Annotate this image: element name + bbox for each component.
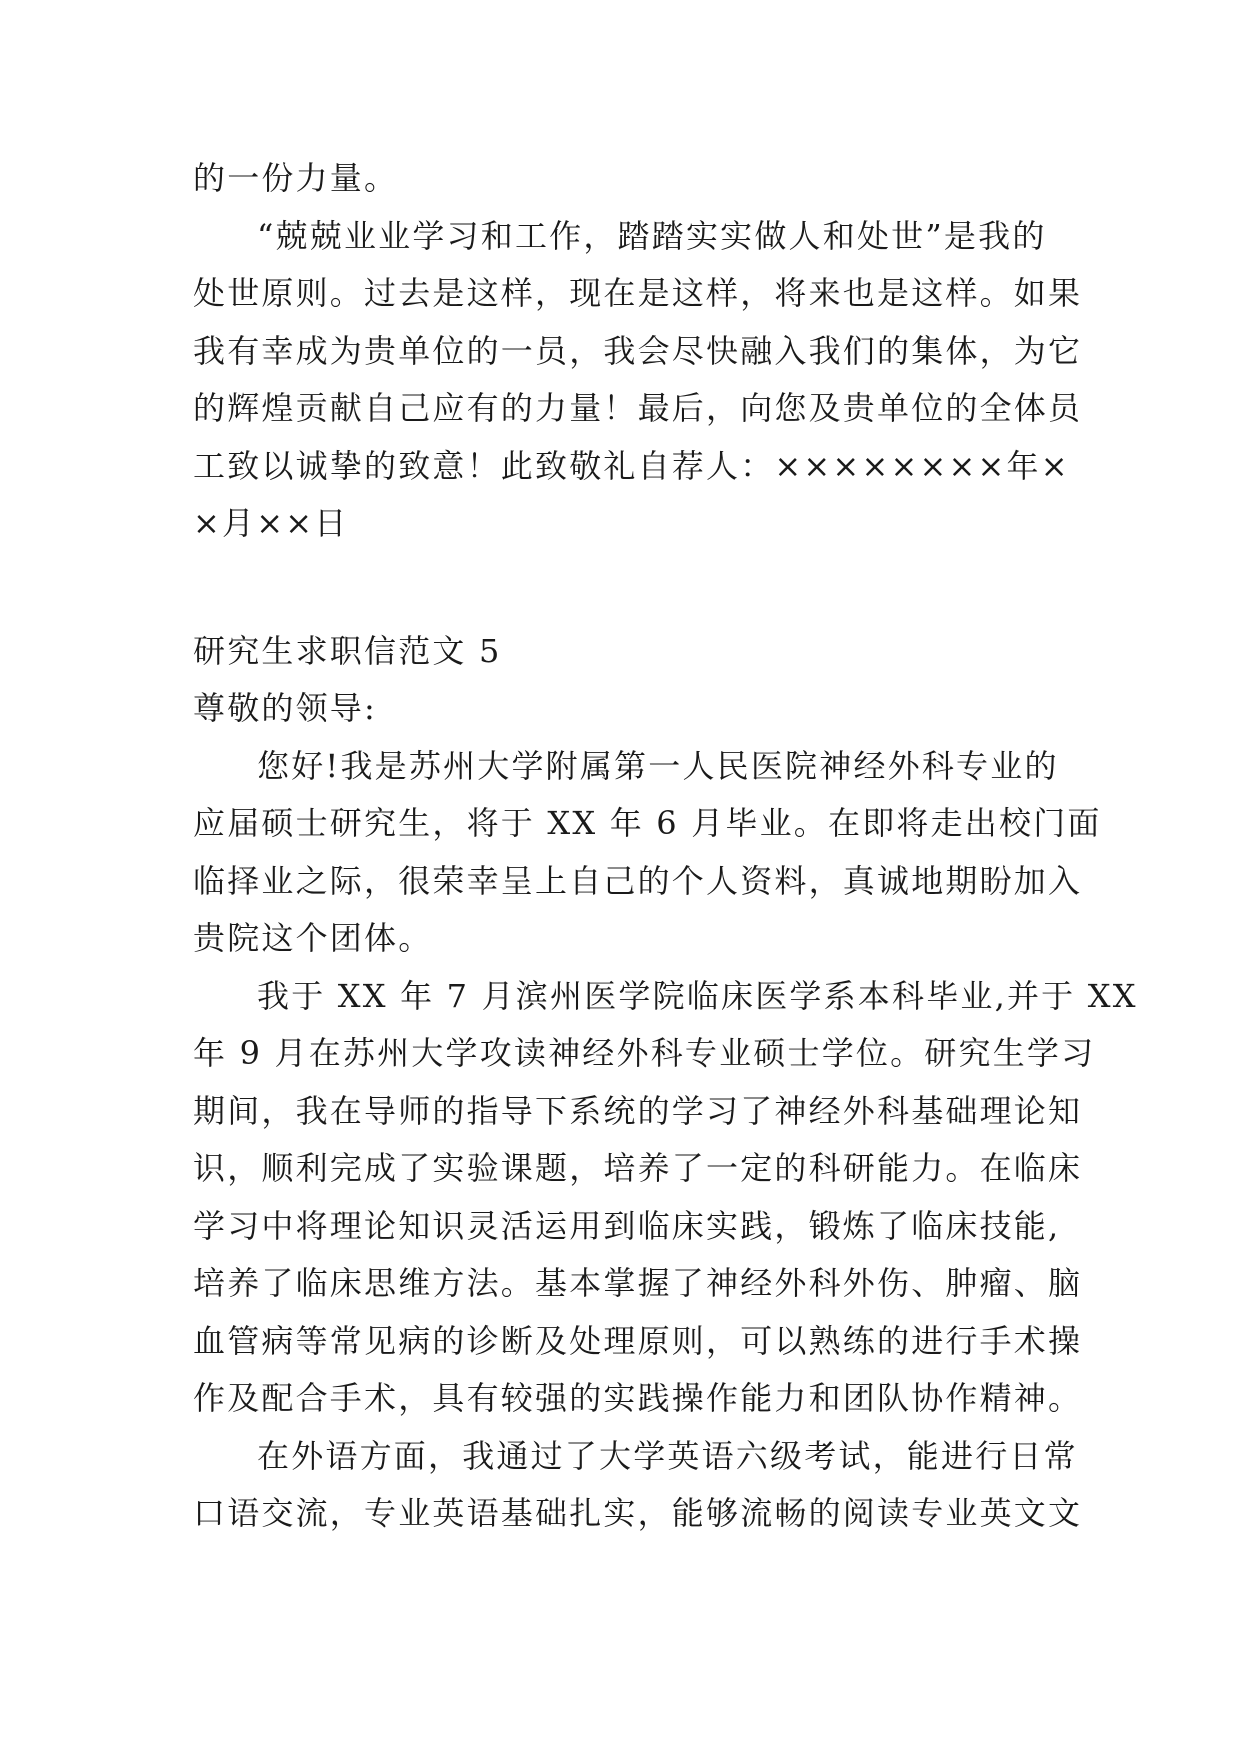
- text-line: 年 9 月在苏州大学攻读神经外科专业硕士学位。研究生学习: [193, 1034, 1096, 1072]
- text-line: 的一份力量。: [193, 159, 399, 197]
- text-line: 口语交流，专业英语基础扎实，能够流畅的阅读专业英文文: [193, 1494, 1083, 1532]
- paragraph-principle: [193, 208, 1083, 553]
- text-line: 工致以诚挚的致意！此致敬礼自荐人：××××××××年×: [193, 446, 1070, 485]
- text-line: “兢兢业业学习和工作，踏踏实实做人和处世”是我的: [257, 216, 1047, 255]
- text-line: 处世原则。过去是这样，现在是这样，将来也是这样。如果: [193, 274, 1083, 312]
- text-line: 的辉煌贡献自己应有的力量！最后，向您及贵单位的全体员: [193, 389, 1083, 427]
- paragraph-education: [193, 968, 1138, 1428]
- text-line: 应届硕士研究生，将于 XX 年 6 月毕业。在即将走出校门面: [193, 804, 1102, 842]
- text-line: 血管病等常见病的诊断及处理原则，可以熟练的进行手术操: [193, 1321, 1083, 1360]
- text-line: 贵院这个团体。: [193, 919, 433, 957]
- text-line: 识，顺利完成了实验课题，培养了一定的科研能力。在临床: [193, 1149, 1083, 1187]
- paragraph-intro: [193, 738, 1102, 968]
- text-line: 我有幸成为贵单位的一员，我会尽快融入我们的集体，为它: [193, 331, 1083, 370]
- section-title: 研究生求职信范文 5: [193, 631, 502, 670]
- document-page: [193, 150, 1138, 1543]
- text-line: 期间，我在导师的指导下系统的学习了神经外科基础理论知: [193, 1091, 1083, 1130]
- text-line: 我于 XX 年 7 月滨州医学院临床医学系本科毕业,并于 XX: [257, 976, 1138, 1015]
- text-line: 临择业之际，很荣幸呈上自己的个人资料，真诚地期盼加入: [193, 861, 1083, 900]
- salutation: 尊敬的领导:: [193, 689, 377, 727]
- text-line: 学习中将理论知识灵活运用到临床实践，锻炼了临床技能,: [193, 1206, 1061, 1245]
- text-line: 作及配合手术，具有较强的实践操作能力和团队协作精神。: [193, 1379, 1083, 1417]
- text-line: 您好!我是苏州大学附属第一人民医院神经外科专业的: [257, 746, 1059, 785]
- section-gap: [193, 553, 1053, 623]
- text-line: 培养了临床思维方法。基本掌握了神经外科外伤、肿瘤、脑: [193, 1264, 1083, 1302]
- paragraph-continuation: [193, 150, 1053, 208]
- text-line: 在外语方面，我通过了大学英语六级考试，能进行日常: [257, 1436, 1078, 1475]
- text-line: ×月××日: [193, 504, 349, 542]
- paragraph-language: [193, 1428, 1083, 1543]
